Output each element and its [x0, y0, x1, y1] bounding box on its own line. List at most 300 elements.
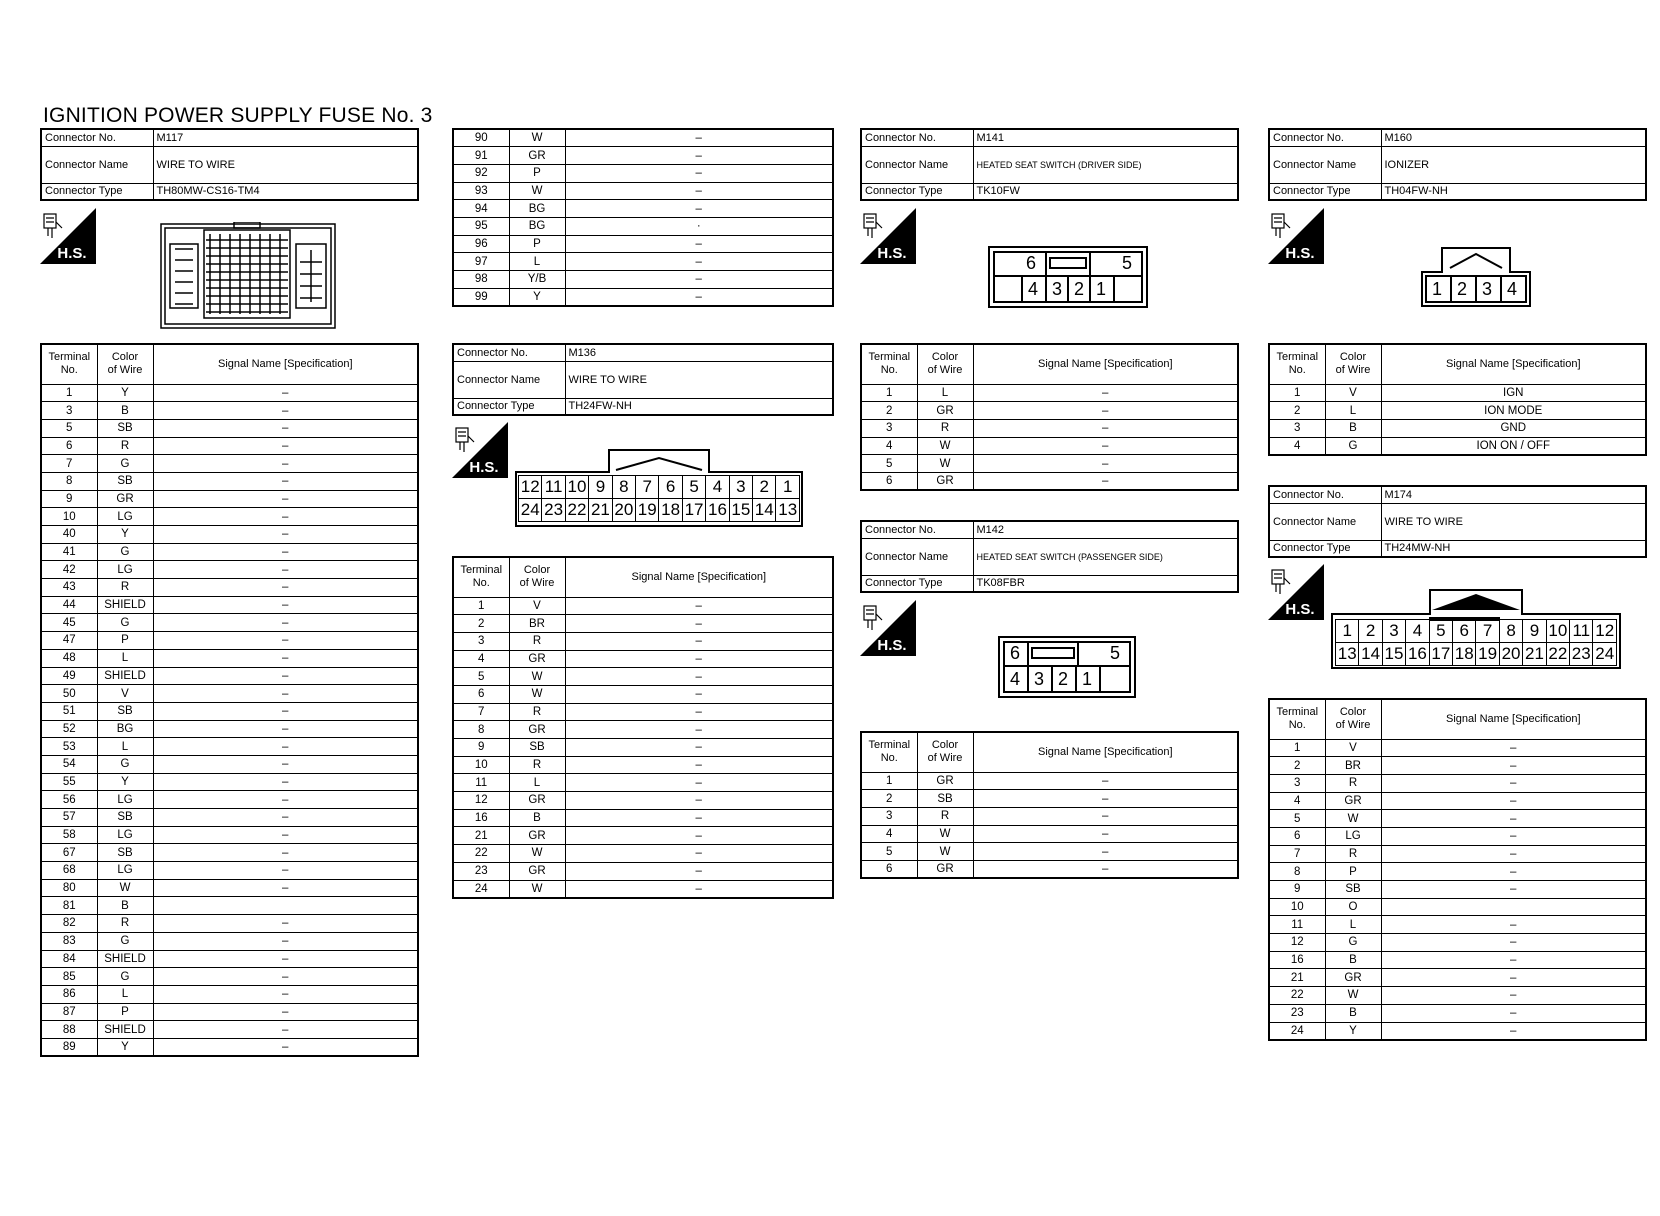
wire-color-cell: Y [1325, 1022, 1381, 1040]
pin-number: 16 [706, 499, 729, 522]
table-row [453, 756, 833, 774]
terminal-no-cell: 97 [453, 253, 509, 271]
hs-harness-side-icon [1268, 564, 1324, 620]
pin-number: 3 [1034, 669, 1045, 689]
wire-color-cell: LG [97, 826, 153, 844]
signal-name-cell: ION MODE [1381, 402, 1646, 420]
signal-name-cell: – [973, 825, 1238, 843]
terminal-no-cell: 7 [41, 455, 97, 473]
connector-type-value: TH24FW-NH [565, 398, 833, 415]
terminal-no-cell: 52 [41, 720, 97, 738]
table-row [453, 668, 833, 686]
color-of-wire-header: Color of Wire [509, 557, 565, 597]
terminal-no-cell: 55 [41, 773, 97, 791]
pin-number: 12 [1593, 619, 1617, 642]
signal-name-cell: – [1381, 757, 1646, 775]
terminal-no-cell: 1 [861, 772, 917, 790]
wire-color-cell: W [1325, 987, 1381, 1005]
signal-name-cell: – [153, 455, 418, 473]
terminal-no-cell: 1 [861, 384, 917, 402]
terminal-no-cell: 45 [41, 614, 97, 632]
table-row [1269, 810, 1646, 828]
signal-name-cell: – [153, 879, 418, 897]
terminal-no-header: Terminal No. [1269, 699, 1325, 739]
table-row [453, 235, 833, 253]
table-row [453, 271, 833, 289]
table-row [453, 200, 833, 218]
connector-type-label: Connector Type [1269, 183, 1381, 200]
hs-label: H.S. [877, 245, 907, 262]
table-row [453, 164, 833, 182]
table-row [1269, 1004, 1646, 1022]
signal-name-cell: – [565, 703, 833, 721]
pin-number: 7 [636, 476, 659, 499]
wire-color-cell: LG [97, 791, 153, 809]
connector-info-m117 [40, 128, 419, 201]
signal-name-cell: – [153, 915, 418, 933]
terminal-no-cell: 88 [41, 1021, 97, 1039]
pin-number: 4 [706, 476, 729, 499]
signal-name-cell: – [973, 772, 1238, 790]
wire-color-cell: GR [509, 862, 565, 880]
table-row [1269, 916, 1646, 934]
wire-color-cell: R [97, 437, 153, 455]
connector-info-m136 [452, 343, 834, 416]
pin-number: 6 [1453, 619, 1476, 642]
terminal-no-cell: 67 [41, 844, 97, 862]
table-row [861, 472, 1238, 490]
wire-color-cell: Y [97, 526, 153, 544]
connector-info-m141 [860, 128, 1239, 201]
pin-number: 3 [1382, 619, 1405, 642]
terminal-no-cell: 2 [1269, 757, 1325, 775]
pin-number: 20 [1499, 642, 1522, 665]
wire-color-cell: Y [97, 384, 153, 402]
terminal-no-cell: 86 [41, 985, 97, 1003]
wire-color-cell: GR [509, 650, 565, 668]
wire-color-cell: R [509, 756, 565, 774]
connector-type-value: TH04FW-NH [1381, 183, 1646, 200]
wire-color-cell: Y [509, 288, 565, 306]
table-row [41, 472, 418, 490]
terminal-no-cell: 1 [1269, 384, 1325, 402]
pin-number: 5 [682, 476, 705, 499]
pin-number: 1 [1336, 619, 1359, 642]
pin-number: 18 [1453, 642, 1476, 665]
terminal-no-cell: 57 [41, 809, 97, 827]
terminal-no-cell: 3 [453, 632, 509, 650]
signal-name-header: Signal Name [Specification] [973, 732, 1238, 772]
signal-name-header: Signal Name [Specification] [565, 557, 833, 597]
terminal-no-header: Terminal No. [41, 344, 97, 384]
terminal-no-cell: 23 [453, 862, 509, 880]
table-row [1269, 402, 1646, 420]
terminal-no-cell: 41 [41, 543, 97, 561]
signal-name-cell: IGN [1381, 384, 1646, 402]
signal-name-cell: – [565, 721, 833, 739]
connector-face-m136 [514, 448, 804, 528]
table-row [453, 650, 833, 668]
terminal-no-cell: 6 [861, 860, 917, 878]
hs-label: H.S. [57, 245, 87, 262]
table-row [861, 790, 1238, 808]
pin-number: 2 [1058, 669, 1069, 689]
signal-name-cell: – [153, 649, 418, 667]
table-row [1269, 827, 1646, 845]
pin-number: 7 [1476, 619, 1499, 642]
table-row [41, 384, 418, 402]
pin-number: 21 [1523, 642, 1546, 665]
wire-color-cell: SB [97, 472, 153, 490]
terminal-no-cell: 5 [41, 419, 97, 437]
wire-color-cell: B [509, 809, 565, 827]
terminal-no-cell: 85 [41, 968, 97, 986]
signal-name-cell: – [153, 490, 418, 508]
wire-color-cell: L [97, 649, 153, 667]
table-row [41, 915, 418, 933]
pin-number: 11 [1570, 619, 1593, 642]
terminal-no-cell: 23 [1269, 1004, 1325, 1022]
signal-name-cell: – [153, 755, 418, 773]
terminal-no-cell: 83 [41, 932, 97, 950]
table-row [41, 720, 418, 738]
wire-color-cell: GR [1325, 969, 1381, 987]
table-row [861, 772, 1238, 790]
wire-color-cell: R [917, 419, 973, 437]
wire-color-cell: W [509, 880, 565, 898]
wire-color-cell: W [509, 685, 565, 703]
wire-color-cell: P [97, 632, 153, 650]
pin-number: 3 [1052, 279, 1063, 299]
wire-color-cell: B [1325, 1004, 1381, 1022]
pin-number: 15 [1382, 642, 1405, 665]
table-row [41, 968, 418, 986]
signal-name-cell: – [1381, 934, 1646, 952]
pin-number: 9 [1523, 619, 1546, 642]
terminal-no-cell: 1 [41, 384, 97, 402]
connector-type-value: TH24MW-NH [1381, 540, 1646, 557]
signal-name-cell: ION ON / OFF [1381, 437, 1646, 455]
wire-color-cell: BG [509, 217, 565, 235]
terminal-no-cell: 40 [41, 526, 97, 544]
table-row [1269, 419, 1646, 437]
wire-color-cell: BR [1325, 757, 1381, 775]
wire-color-cell: GR [509, 721, 565, 739]
table-row [1269, 881, 1646, 899]
terminal-no-cell: 48 [41, 649, 97, 667]
table-row [41, 844, 418, 862]
wire-color-cell: W [97, 879, 153, 897]
terminal-no-cell: 2 [861, 402, 917, 420]
pin-table-m160 [1268, 343, 1647, 456]
terminal-no-cell: 43 [41, 579, 97, 597]
wire-color-cell: G [97, 755, 153, 773]
terminal-no-cell: 6 [453, 685, 509, 703]
terminal-no-header: Terminal No. [861, 732, 917, 772]
signal-name-cell: – [153, 844, 418, 862]
terminal-no-cell: 93 [453, 182, 509, 200]
wire-color-cell: GR [509, 792, 565, 810]
table-row [41, 791, 418, 809]
table-row [453, 253, 833, 271]
wire-color-cell: B [1325, 419, 1381, 437]
wire-color-cell: W [1325, 810, 1381, 828]
signal-name-cell: – [973, 807, 1238, 825]
pin-number: 4 [1406, 619, 1429, 642]
terminal-no-cell: 90 [453, 129, 509, 147]
pin-number: 23 [1570, 642, 1593, 665]
terminal-no-cell: 54 [41, 755, 97, 773]
wire-color-cell: LG [97, 508, 153, 526]
terminal-no-cell: 7 [1269, 845, 1325, 863]
pin-number: 10 [1546, 619, 1569, 642]
connector-no-label: Connector No. [41, 129, 153, 146]
signal-name-cell: – [153, 1003, 418, 1021]
terminal-no-cell: 11 [453, 774, 509, 792]
wire-color-cell: LG [1325, 827, 1381, 845]
table-row [453, 615, 833, 633]
wire-color-cell: G [97, 968, 153, 986]
table-row [453, 880, 833, 898]
terminal-no-cell: 51 [41, 702, 97, 720]
wire-color-cell: LG [97, 862, 153, 880]
pin-number: 5 [1110, 643, 1121, 663]
wire-color-cell: SHIELD [97, 1021, 153, 1039]
wire-color-cell: G [97, 614, 153, 632]
signal-name-cell: – [1381, 845, 1646, 863]
table-row [1269, 951, 1646, 969]
connector-name-label: Connector Name [861, 146, 973, 183]
table-row [861, 455, 1238, 473]
table-row [1269, 987, 1646, 1005]
table-row [453, 862, 833, 880]
terminal-no-cell: 12 [1269, 934, 1325, 952]
wire-color-cell: R [509, 703, 565, 721]
pin-number: 14 [753, 499, 776, 522]
signal-name-cell: – [153, 1021, 418, 1039]
wire-color-cell: R [97, 579, 153, 597]
table-row [453, 774, 833, 792]
signal-name-cell: – [565, 164, 833, 182]
table-row [453, 182, 833, 200]
signal-name-cell: – [153, 579, 418, 597]
pin-number: 22 [1546, 642, 1569, 665]
wire-color-cell: SB [917, 790, 973, 808]
wire-color-cell: Y/B [509, 271, 565, 289]
terminal-no-cell: 9 [453, 739, 509, 757]
signal-name-cell: – [153, 508, 418, 526]
signal-name-cell: – [565, 182, 833, 200]
connector-no-label: Connector No. [861, 129, 973, 146]
table-row [41, 526, 418, 544]
signal-name-header: Signal Name [Specification] [973, 344, 1238, 384]
terminal-no-cell: 82 [41, 915, 97, 933]
signal-name-cell: – [153, 985, 418, 1003]
terminal-no-cell: 3 [861, 419, 917, 437]
wire-color-cell: W [917, 455, 973, 473]
signal-name-cell: – [565, 845, 833, 863]
signal-name-cell: – [565, 271, 833, 289]
signal-name-header: Signal Name [Specification] [153, 344, 418, 384]
wire-color-cell: P [1325, 863, 1381, 881]
pin-number: 17 [1429, 642, 1452, 665]
signal-name-cell: – [1381, 1004, 1646, 1022]
table-row [861, 825, 1238, 843]
hs-harness-side-icon [860, 208, 916, 264]
signal-name-cell: – [1381, 881, 1646, 899]
signal-name-cell: GND [1381, 419, 1646, 437]
terminal-no-cell: 8 [41, 472, 97, 490]
pin-number: 5 [1122, 253, 1133, 273]
pin-number: 21 [589, 499, 612, 522]
wire-color-cell: SB [509, 739, 565, 757]
terminal-no-cell: 58 [41, 826, 97, 844]
wire-color-cell: SHIELD [97, 667, 153, 685]
table-row [41, 490, 418, 508]
signal-name-cell: – [153, 950, 418, 968]
pin-table-m142 [860, 731, 1239, 879]
terminal-no-cell: 50 [41, 685, 97, 703]
table-row [41, 455, 418, 473]
table-row [41, 738, 418, 756]
table-row [861, 843, 1238, 861]
terminal-no-cell: 6 [1269, 827, 1325, 845]
terminal-no-cell: 44 [41, 596, 97, 614]
terminal-no-cell: 1 [453, 597, 509, 615]
wire-color-cell: BG [97, 720, 153, 738]
terminal-no-cell: 6 [861, 472, 917, 490]
table-row [453, 288, 833, 306]
terminal-no-cell: 22 [1269, 987, 1325, 1005]
terminal-no-cell: 3 [1269, 419, 1325, 437]
signal-name-cell: – [153, 809, 418, 827]
terminal-no-cell: 4 [453, 650, 509, 668]
terminal-no-cell: 8 [453, 721, 509, 739]
table-row [41, 1038, 418, 1056]
pin-number: 19 [636, 499, 659, 522]
signal-name-cell: – [973, 437, 1238, 455]
color-of-wire-header: Color of Wire [917, 732, 973, 772]
pin-number: 13 [1336, 642, 1359, 665]
wire-color-cell: SB [97, 419, 153, 437]
signal-name-cell: – [153, 667, 418, 685]
wire-color-cell: L [1325, 916, 1381, 934]
wire-color-cell: Y [97, 773, 153, 791]
pin-number: 10 [565, 476, 588, 499]
connector-no-value: M174 [1381, 486, 1646, 503]
signal-name-cell: – [1381, 739, 1646, 757]
wire-color-cell: O [1325, 898, 1381, 916]
terminal-no-cell: 10 [1269, 898, 1325, 916]
table-row [1269, 863, 1646, 881]
signal-name-cell: – [565, 129, 833, 147]
pin-number: 1 [776, 476, 800, 499]
table-row [41, 702, 418, 720]
table-row [861, 860, 1238, 878]
table-row [453, 827, 833, 845]
table-row [41, 667, 418, 685]
pin-number: 17 [682, 499, 705, 522]
hs-harness-side-icon [40, 208, 96, 264]
connector-name-label: Connector Name [453, 361, 565, 398]
connector-face-m117 [160, 222, 336, 330]
connector-name-value: WIRE TO WIRE [1381, 503, 1646, 540]
table-row [41, 985, 418, 1003]
connector-name-value: HEATED SEAT SWITCH (PASSENGER SIDE) [973, 538, 1238, 575]
table-row [41, 543, 418, 561]
color-of-wire-header: Color of Wire [1325, 344, 1381, 384]
table-row [41, 879, 418, 897]
table-row [41, 932, 418, 950]
terminal-no-cell: 56 [41, 791, 97, 809]
pin-number: 1 [1096, 279, 1107, 299]
terminal-no-cell: 6 [41, 437, 97, 455]
wire-color-cell: V [97, 685, 153, 703]
terminal-no-cell: 5 [1269, 810, 1325, 828]
terminal-no-cell: 5 [453, 668, 509, 686]
color-of-wire-header: Color of Wire [917, 344, 973, 384]
terminal-no-cell: 87 [41, 1003, 97, 1021]
signal-name-cell: – [565, 685, 833, 703]
terminal-no-cell: 10 [453, 756, 509, 774]
connector-name-label: Connector Name [1269, 146, 1381, 183]
table-row [41, 508, 418, 526]
wire-color-cell: G [97, 932, 153, 950]
wire-color-cell: P [509, 235, 565, 253]
table-row [453, 739, 833, 757]
wire-color-cell: R [1325, 845, 1381, 863]
pin-number: 6 [1026, 253, 1037, 273]
wire-color-cell: GR [97, 490, 153, 508]
terminal-no-cell: 4 [861, 437, 917, 455]
signal-name-cell: – [1381, 969, 1646, 987]
signal-name-cell: – [973, 419, 1238, 437]
wire-color-cell: SHIELD [97, 950, 153, 968]
table-row [861, 402, 1238, 420]
table-row [453, 792, 833, 810]
terminal-no-cell: 95 [453, 217, 509, 235]
wire-color-cell: R [97, 915, 153, 933]
terminal-no-cell: 5 [861, 843, 917, 861]
pin-number: 1 [1082, 669, 1093, 689]
signal-name-cell: – [153, 614, 418, 632]
pin-number: 24 [519, 499, 542, 522]
signal-name-cell: – [153, 1038, 418, 1056]
table-row [41, 685, 418, 703]
connector-no-value: M141 [973, 129, 1238, 146]
terminal-no-cell: 3 [861, 807, 917, 825]
table-row [453, 597, 833, 615]
wire-color-cell: V [509, 597, 565, 615]
connector-name-label: Connector Name [861, 538, 973, 575]
terminal-no-cell: 3 [1269, 774, 1325, 792]
table-row [1269, 792, 1646, 810]
table-row [41, 950, 418, 968]
connector-type-label: Connector Type [1269, 540, 1381, 557]
pin-number: 16 [1406, 642, 1429, 665]
signal-name-cell: – [973, 402, 1238, 420]
signal-name-cell: – [1381, 987, 1646, 1005]
hs-label: H.S. [1285, 601, 1315, 618]
terminal-no-header: Terminal No. [453, 557, 509, 597]
table-row [861, 419, 1238, 437]
table-row [861, 807, 1238, 825]
hs-harness-side-icon [452, 422, 508, 478]
connector-face-m141 [988, 246, 1148, 308]
pin-table-m136 [452, 556, 834, 899]
signal-name-cell [153, 897, 418, 915]
connector-no-label: Connector No. [861, 521, 973, 538]
